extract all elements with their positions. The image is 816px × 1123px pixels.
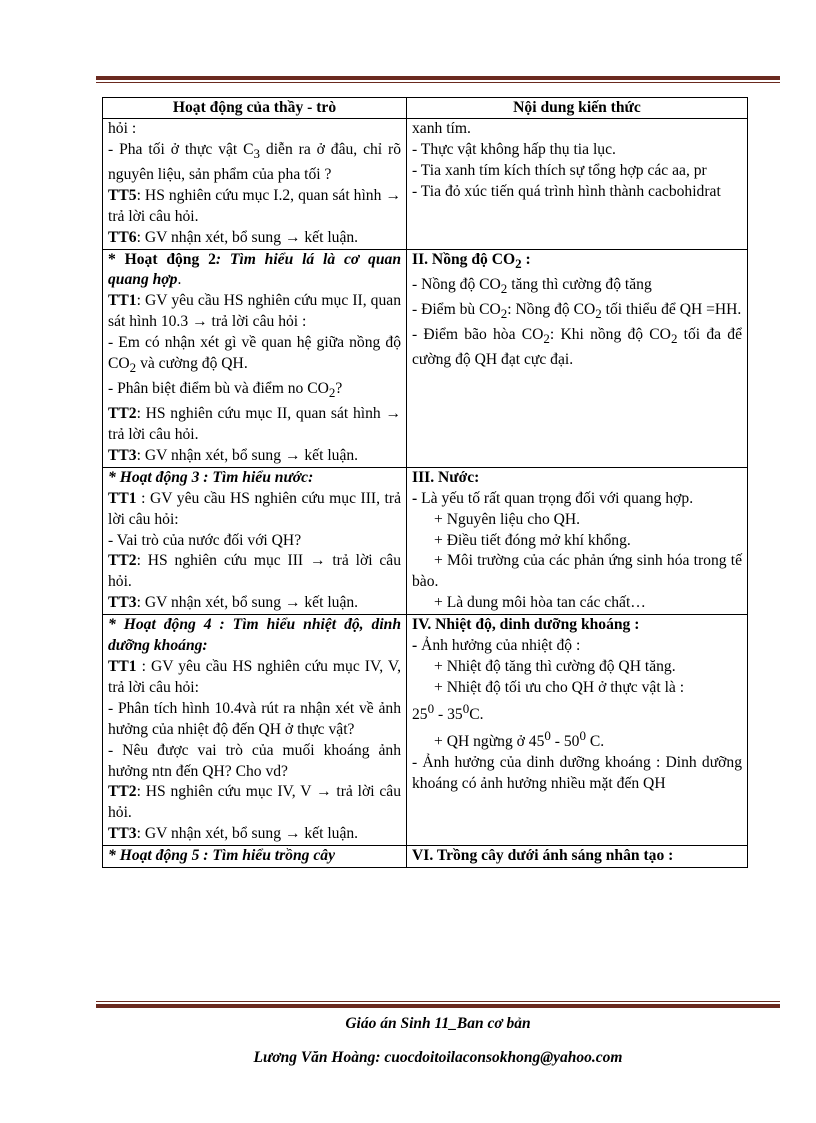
text-line: - Pha tối ở thực vật $C_3$ diễn ra ở đâu, chỉ rõ nguyên liệu, sản phẩm của pha tối ? bbox=[108, 140, 401, 183]
tt-line: TT3: GV nhận xét, bổ sung → kết luận. bbox=[108, 446, 359, 464]
text-line: xanh tím. bbox=[412, 120, 471, 137]
text-line: - Em có nhận xét gì về quan hệ giữa nồng độ $CO_2$ và cường độ QH. bbox=[108, 334, 401, 376]
tt-line: TT3: GV nhận xét, bổ sung → kết luận. bbox=[108, 594, 359, 612]
header-rule bbox=[96, 76, 780, 84]
text-line: - Tia đỏ xúc tiến quá trình hình thành cacbohidrat bbox=[412, 182, 721, 200]
text-line: + Là dung môi hòa tan các chất… bbox=[434, 594, 646, 612]
activity-cell bbox=[103, 615, 407, 846]
text-line: - Ảnh hưởng của nhiệt độ : bbox=[412, 637, 581, 655]
text-line: - Phân biệt điểm bù và điểm no $CO_2$? bbox=[108, 380, 343, 401]
tt-line: TT2: HS nghiên cứu mục II, quan sát hình → trả lời câu hỏi. bbox=[108, 405, 401, 444]
table-row bbox=[103, 467, 748, 614]
content-cell bbox=[407, 119, 748, 250]
text-line: - Nồng độ $CO_2$ tăng thì cường độ tăng bbox=[412, 275, 652, 296]
text-line: - Ảnh hưởng của dinh dưỡng khoáng : Dinh dưỡng khoáng có ảnh hưởng nhiều mặt đến QH bbox=[412, 753, 742, 792]
text-line: - Phân tích hình 10.4và rút ra nhận xét về ảnh hưởng của nhiệt độ đến QH ở thực vật? bbox=[108, 699, 401, 738]
activity-heading: * Hoạt động 3 : Tìm hiểu nước: bbox=[108, 468, 314, 486]
section-heading: VI. Trồng cây dưới ánh sáng nhân tạo : bbox=[412, 847, 674, 865]
activity-cell bbox=[103, 249, 407, 467]
text-line: + Môi trường của các phản ứng sinh hóa trong tế bào. bbox=[412, 552, 742, 591]
table-row bbox=[103, 615, 748, 846]
text-line: - Điểm bù $CO_2$: Nồng độ $CO_2$ tối thiểu để QH =HH. bbox=[412, 300, 742, 321]
tt-line: TT2: HS nghiên cứu mục IV, V → trả lời câu hỏi. bbox=[108, 783, 401, 822]
table-row bbox=[103, 119, 748, 250]
footer-title: Giáo án Sinh 11_Ban cơ bản bbox=[345, 1015, 531, 1032]
section-heading: III. Nước: bbox=[412, 468, 480, 486]
text-line: - Là yếu tố rất quan trọng đối với quang hợp. bbox=[412, 489, 694, 507]
tt-line: TT3: GV nhận xét, bổ sung → kết luận. bbox=[108, 825, 359, 843]
content-cell bbox=[407, 467, 748, 614]
section-heading: II. Nồng độ $CO_2$ : bbox=[412, 250, 531, 271]
text-line: + QH ngừng ở $45^0 - 50^0$ C. bbox=[434, 727, 605, 751]
table-row bbox=[103, 846, 748, 868]
tt-line: TT2: HS nghiên cứu mục III → trả lời câu hỏi. bbox=[108, 552, 401, 591]
lesson-table bbox=[102, 97, 748, 868]
content-cell bbox=[407, 249, 748, 467]
tt-line: TT1 : GV yêu cầu HS nghiên cứu mục IV, V, trả lời câu hỏi: bbox=[108, 657, 401, 696]
text-line: + Nhiệt độ tăng thì cường độ QH tăng. bbox=[434, 657, 676, 675]
text-line: hỏi : bbox=[108, 120, 137, 137]
text-line: - Điểm bão hòa $CO_2$: Khi nồng độ $CO_2$ tối đa để cường độ QH đạt cực đại. bbox=[412, 325, 743, 368]
text-line: - Tia xanh tím kích thích sự tổng hợp các aa, pr bbox=[412, 161, 707, 179]
text-line: + Nguyên liệu cho QH. bbox=[434, 510, 581, 528]
footer-rule bbox=[96, 1001, 780, 1009]
activity-cell bbox=[103, 467, 407, 614]
content-cell bbox=[407, 846, 748, 868]
col1-header: Hoạt động của thầy - trò bbox=[103, 98, 407, 119]
col2-header: Nội dung kiến thức bbox=[407, 98, 748, 119]
tt-line: TT6: GV nhận xét, bổ sung → kết luận. bbox=[108, 228, 359, 246]
text-line: $25^0 - 35^0C$. bbox=[412, 700, 484, 723]
text-line: - Nêu được vai trò của muối khoáng ảnh hưởng ntn đến QH? Cho vd? bbox=[108, 741, 401, 780]
activity-heading: * Hoạt động 2: Tìm hiểu lá là cơ quan quang hợp. bbox=[108, 250, 401, 289]
text-line: - Vai trò của nước đối với QH? bbox=[108, 531, 302, 549]
tt-line: TT5: HS nghiên cứu mục I.2, quan sát hình → trả lời câu hỏi. bbox=[108, 186, 401, 225]
text-line: - Thực vật không hấp thụ tia lục. bbox=[412, 140, 616, 158]
activity-cell bbox=[103, 119, 407, 250]
footer-author: Lương Văn Hoàng: cuocdoitoilaconsokhong@yahoo.com bbox=[253, 1049, 623, 1066]
section-heading: IV. Nhiệt độ, dinh dưỡng khoáng : bbox=[412, 616, 640, 634]
activity-heading: * Hoạt động 4 : Tìm hiểu nhiệt độ, dinh dưỡng khoáng: bbox=[108, 616, 401, 655]
content-cell bbox=[407, 615, 748, 846]
tt-line: TT1 : GV yêu cầu HS nghiên cứu mục III, trả lời câu hỏi: bbox=[108, 489, 401, 528]
activity-cell bbox=[103, 846, 407, 868]
text-line: + Nhiệt độ tối ưu cho QH ở thực vật là : bbox=[434, 678, 685, 696]
tt-line: TT1: GV yêu cầu HS nghiên cứu mục II, quan sát hình 10.3 → trả lời câu hỏi : bbox=[108, 292, 401, 331]
activity-heading: * Hoạt động 5 : Tìm hiểu trồng cây bbox=[108, 847, 335, 865]
table-header-row bbox=[103, 98, 748, 119]
table-row bbox=[103, 249, 748, 467]
text-line: + Điều tiết đóng mở khí khổng. bbox=[434, 531, 631, 549]
